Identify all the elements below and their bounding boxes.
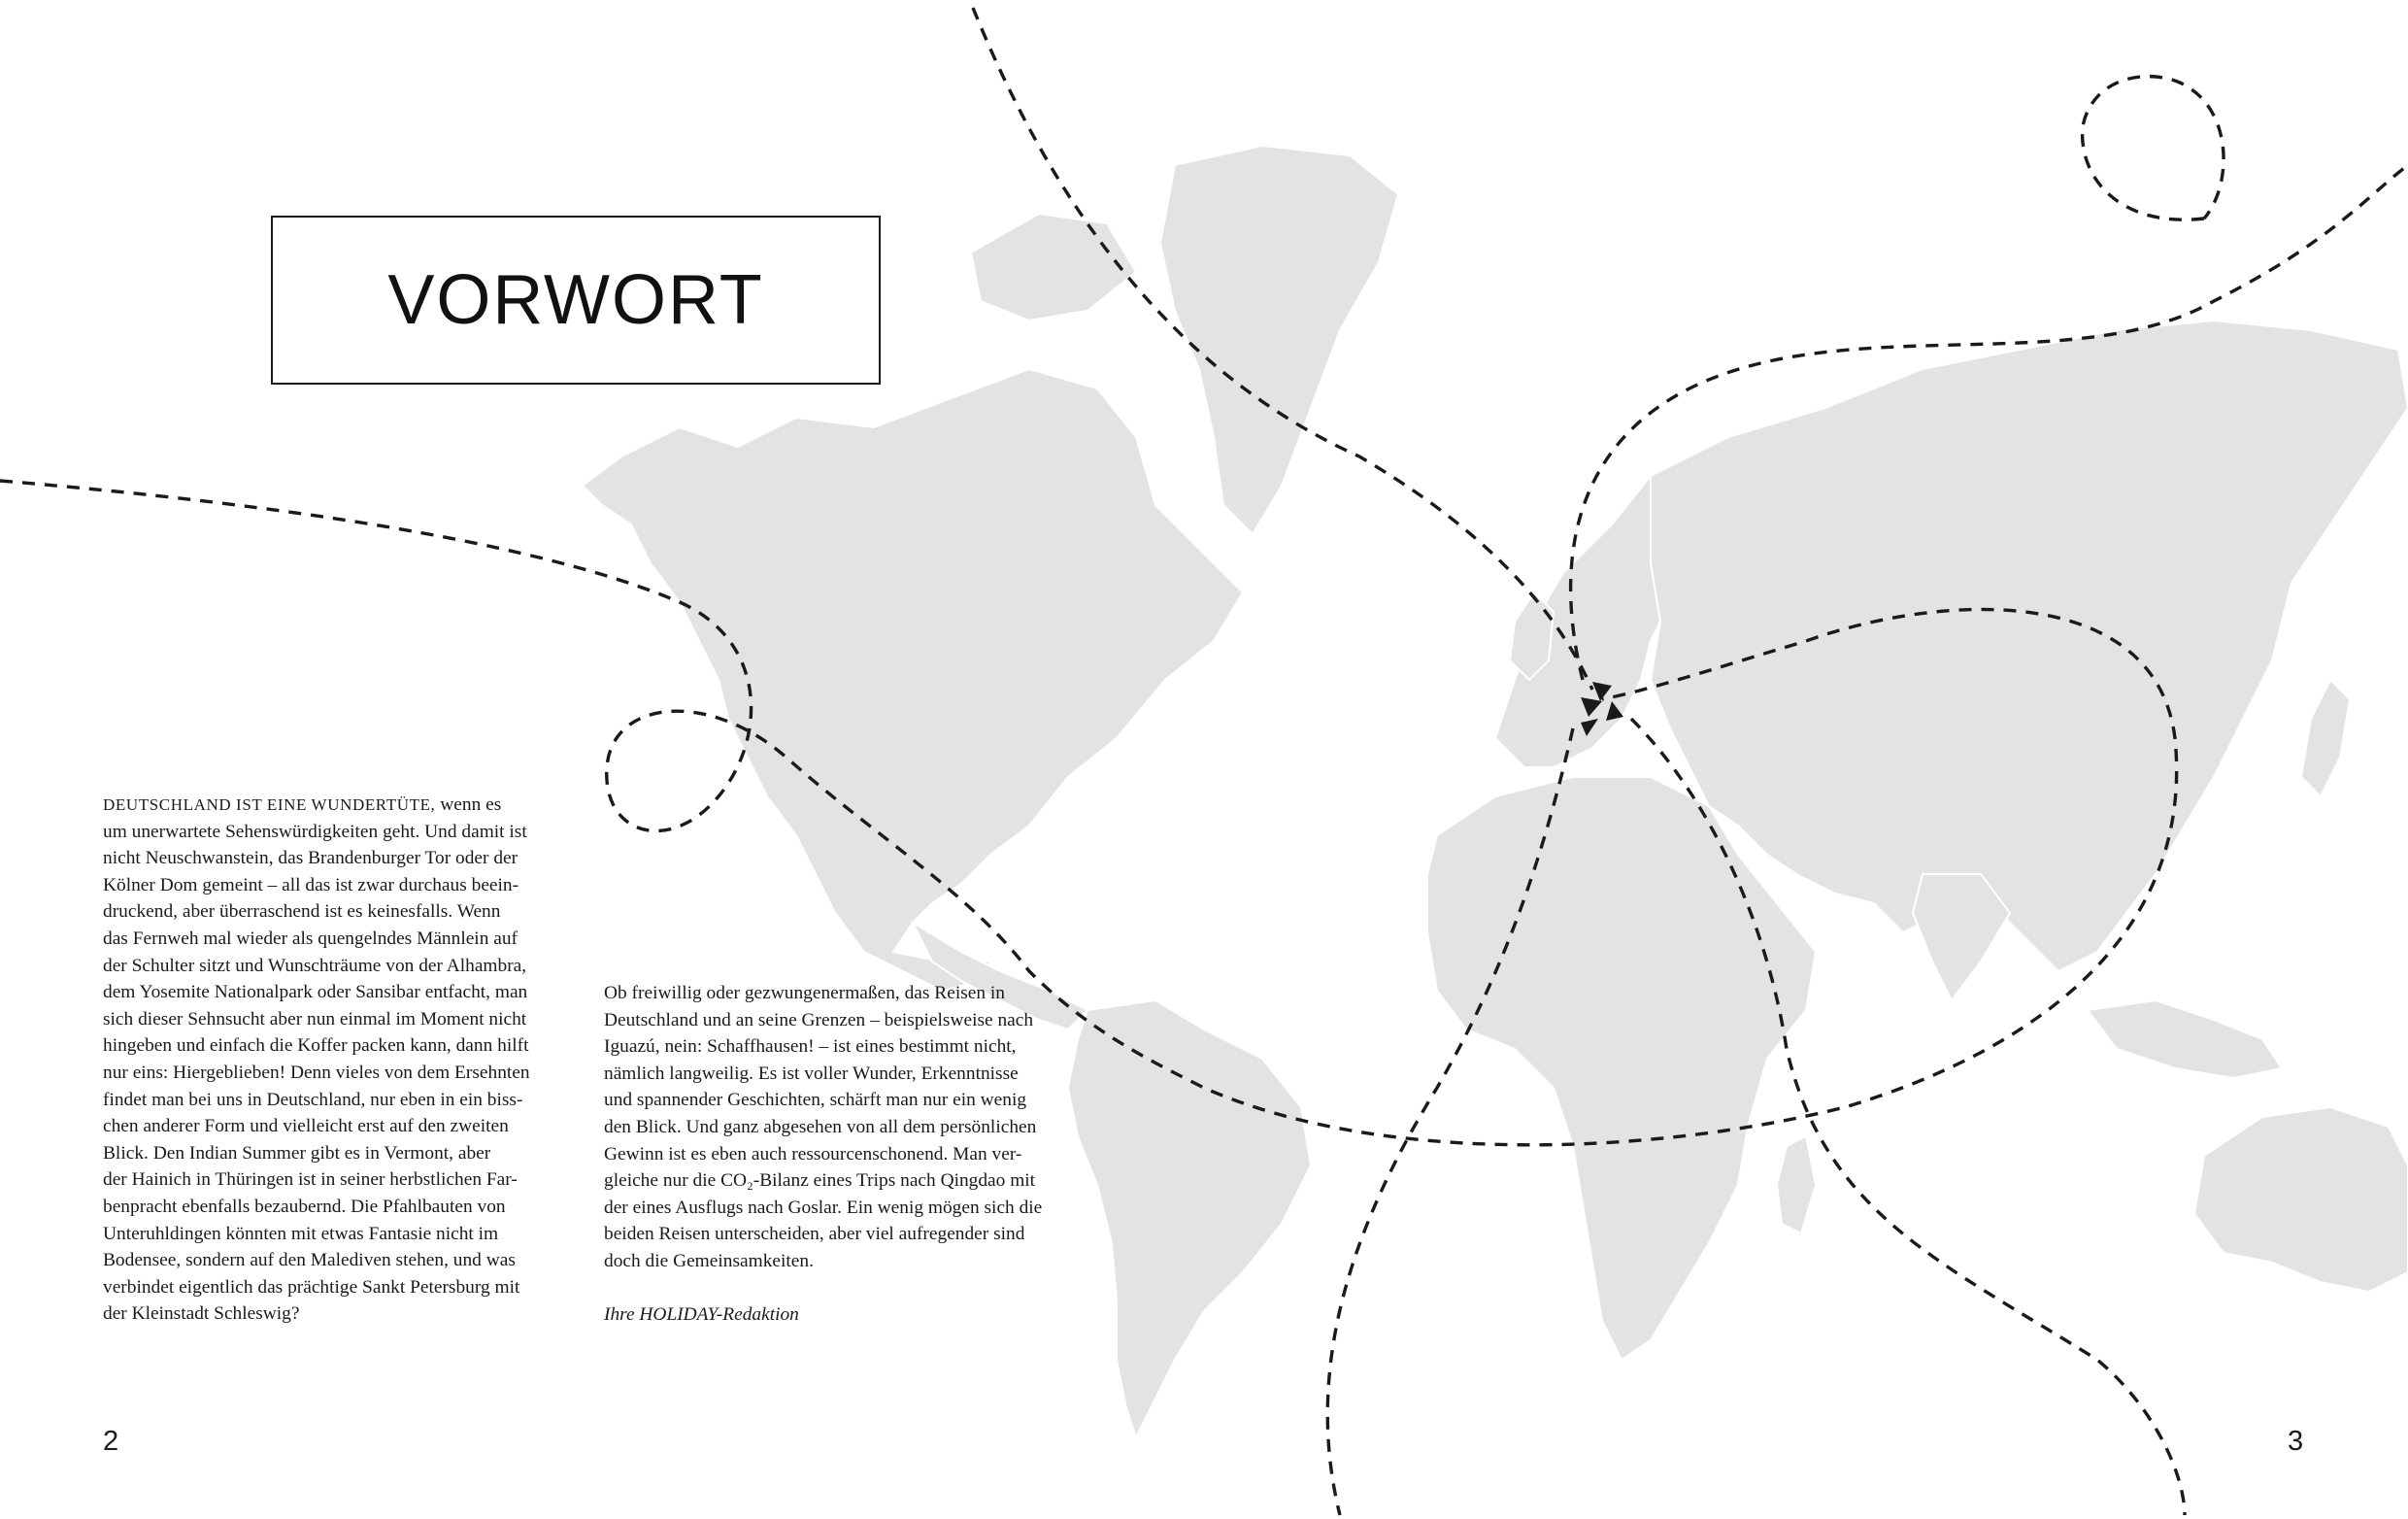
text-line: Gewinn ist es eben auch ressourcenschonend. Man ver- [604, 1143, 1022, 1165]
text-line: dem Yosemite Nationalpark oder Sansibar entfacht, man [103, 982, 528, 1003]
text-column-right [604, 980, 1086, 1328]
greenland-shape [1160, 146, 1398, 534]
text-line: druckend, aber überraschend ist es keinesfalls. Wenn [103, 901, 501, 923]
paragraph-right [604, 980, 1086, 1275]
text-line: das Fernweh mal wieder als quengelndes Männlein auf [103, 928, 518, 949]
madagascar-shape [1777, 1136, 1816, 1233]
page-number-left: 2 [103, 1426, 119, 1457]
text-line: der Schulter sitzt und Wunschträume von der Alhambra, [103, 955, 527, 976]
southeast-asia-islands-shape [2088, 1000, 2282, 1078]
page-number-right: 3 [2288, 1426, 2304, 1457]
asia-shape [1651, 321, 2408, 971]
title-box [271, 216, 881, 385]
text-line: nämlich langweilig. Es ist voller Wunder, Erkenntnisse [604, 1063, 1019, 1084]
text-line: Ob freiwillig oder gezwungenermaßen, das Reisen in [604, 983, 1005, 1003]
australia-shape [2194, 1107, 2408, 1292]
text-line: der Hainich in Thüringen ist in seiner herbstlichen Far- [103, 1169, 518, 1191]
text-line: gleiche nur die CO₂-Bilanz eines Trips nach Qingdao mit [604, 1170, 1036, 1192]
text-line: chen anderer Form und vielleicht erst auf den zweiten [103, 1116, 509, 1137]
japan-shape [2301, 680, 2350, 796]
signature: Ihre HOLIDAY-Redaktion [604, 1303, 799, 1325]
text-line: um unerwartete Sehenswürdigkeiten geht. Und damit ist [103, 821, 527, 842]
south-america-shape [1068, 1000, 1311, 1437]
text-column-left [103, 792, 579, 1328]
text-line: der Kleinstadt Schleswig? [103, 1303, 300, 1325]
text-line: nicht Neuschwanstein, das Brandenburger Tor oder der [103, 848, 518, 869]
text-line: findet man bei uns in Deutschland, nur eben in ein biss- [103, 1089, 523, 1110]
text-line: beiden Reisen unterscheiden, aber viel aufregender sind [604, 1224, 1025, 1245]
route-loop-arctic [2083, 77, 2224, 220]
text-line: hingeben und einfach die Koffer packen kann, dann hilft [103, 1035, 529, 1057]
text-line: sich dieser Sehnsucht aber nun einmal im Moment nicht [103, 1008, 527, 1030]
text-line: nur eins: Hiergeblieben! Denn vieles von dem Ersehnten [103, 1062, 530, 1083]
text-line: Blick. Den Indian Summer gibt es in Vermont, aber [103, 1142, 491, 1164]
text-line: der eines Ausflugs nach Goslar. Ein wenig mögen sich die [604, 1197, 1043, 1218]
text-line: Iguazú, nein: Schaffhausen! – ist eines bestimmt nicht, [604, 1036, 1017, 1058]
text-line: verbindet eigentlich das prächtige Sankt Petersburg mit [103, 1276, 520, 1298]
text-line: Deutschland und an seine Grenzen – beispielsweise nach [604, 1009, 1034, 1030]
arctic-islands-shape [971, 214, 1136, 321]
text-line: Kölner Dom gemeint – all das ist zwar durchaus beein- [103, 874, 519, 895]
text-line: den Blick. Und ganz abgesehen von all dem persönlichen [604, 1116, 1037, 1137]
text-line: und spannender Geschichten, schärft man nur ein wenig [604, 1090, 1027, 1111]
africa-shape [1427, 777, 1816, 1360]
text-line: wenn es [435, 794, 502, 815]
text-line: Bodensee, sondern auf den Malediven stehen, und was [103, 1250, 516, 1271]
paragraph-left [103, 792, 579, 1328]
text-line: Unteruhldingen könnten mit etwas Fantasie nicht im [103, 1223, 499, 1244]
page-title: VORWORT [387, 261, 764, 339]
lead-smallcaps: DEUTSCHLAND IST EINE WUNDERTÜTE, [103, 795, 436, 814]
india-shape [1913, 874, 2010, 1000]
text-line: benpracht ebenfalls bezaubernd. Die Pfahlbauten von [103, 1196, 506, 1217]
text-line: doch die Gemeinsamkeiten. [604, 1250, 814, 1271]
north-america-shape [583, 369, 1243, 991]
